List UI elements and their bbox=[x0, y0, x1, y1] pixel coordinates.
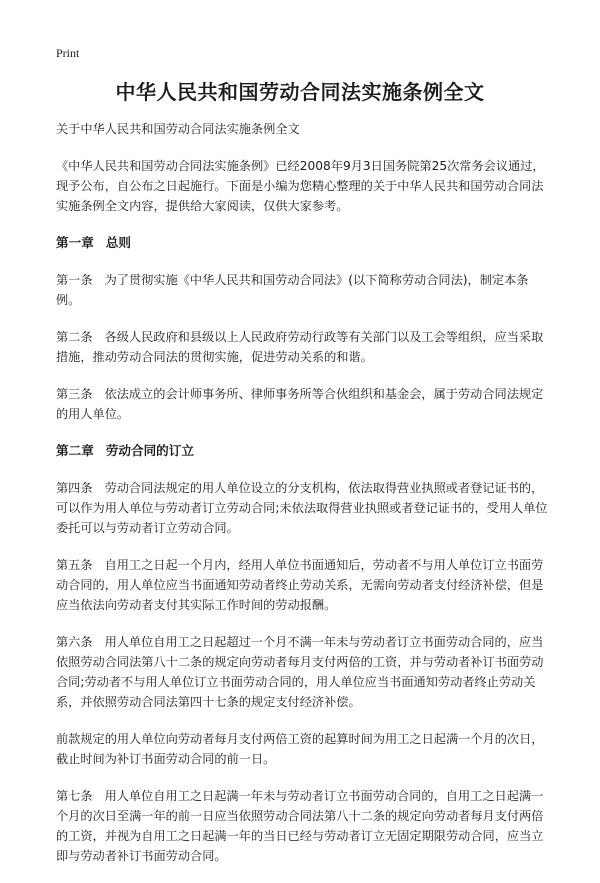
article-text: 用人单位自用工之日起满一年未与劳动者订立书面劳动合同的，自用工之日起满一个月的次日至满一年的前一日应当依照劳动合同法第八十二条的规定向劳动者每月支付两倍的工资，并视为自用工之日起满一年的当日已经与劳动者订立无固定期限劳动合同，应当立即与劳动者补订书面劳动合同。 bbox=[56, 789, 544, 863]
article-number: 第二条 bbox=[56, 330, 93, 344]
intro-paragraph: 《中华人民共和国劳动合同法实施条例》已经2008年9月3日国务院第25次常务会议通过，现予公布，自公布之日起施行。下面是小编为您精心整理的关于中华人民共和国劳动合同法实施条例全文内容，提供给大家阅读，仅供大家参考。 bbox=[56, 159, 545, 213]
article-text: 劳动合同法规定的用人单位设立的分支机构，依法取得营业执照或者登记证书的，可以作为用人单位与劳动者订立劳动合同;未依法取得营业执照或者登记证书的，受用人单位委托可以与劳动者订立劳动合同。 bbox=[56, 481, 548, 535]
article-paragraph bbox=[56, 327, 552, 367]
article-paragraph bbox=[56, 384, 552, 424]
article-text: 自用工之日起一个月内，经用人单位书面通知后，劳动者不与用人单位订立书面劳动合同的，用人单位应当书面通知劳动者终止劳动关系，无需向劳动者支付经济补偿，但是应当依法向劳动者支付其实际工作时间的劳动报酬。 bbox=[56, 558, 544, 612]
chapter-heading bbox=[56, 233, 552, 253]
article-text: 为了贯彻实施《中华人民共和国劳动合同法》(以下简称劳动合同法)，制定本条例。 bbox=[56, 273, 529, 307]
article-number: 第五条 bbox=[56, 558, 93, 572]
article-number: 第六条 bbox=[56, 635, 93, 649]
article-number: 第一条 bbox=[56, 273, 93, 287]
article-number: 第四条 bbox=[56, 481, 93, 495]
document-body bbox=[56, 119, 552, 883]
article-text: 前款规定的用人单位向劳动者每月支付两倍工资的起算时间为用工之日起满一个月的次日，截止时间为补订书面劳动合同的前一日。 bbox=[56, 732, 544, 766]
continuation-paragraph bbox=[56, 729, 552, 769]
page-title: 中华人民共和国劳动合同法实施条例全文 bbox=[115, 80, 485, 104]
article-paragraph bbox=[56, 270, 552, 310]
article-text: 各级人民政府和县级以上人民政府劳动行政等有关部门以及工会等组织，应当采取措施，推动劳动合同法的贯彻实施，促进劳动关系的和谐。 bbox=[56, 330, 544, 364]
print-link[interactable]: Print bbox=[56, 46, 80, 60]
article-paragraph bbox=[56, 632, 552, 712]
article-paragraph bbox=[56, 786, 552, 866]
chapter-name: 总则 bbox=[105, 235, 131, 250]
article-number: 第七条 bbox=[56, 789, 93, 803]
article-text: 依法成立的会计师事务所、律师事务所等合伙组织和基金会，属于劳动合同法规定的用人单位。 bbox=[56, 387, 544, 421]
chapter-number: 第二章 bbox=[56, 443, 94, 458]
subtitle: 关于中华人民共和国劳动合同法实施条例全文 bbox=[56, 122, 300, 136]
chapter-heading bbox=[56, 441, 552, 461]
article-paragraph bbox=[56, 478, 552, 538]
article-paragraph bbox=[56, 555, 552, 615]
article-text: 用人单位自用工之日起超过一个月不满一年未与劳动者订立书面劳动合同的，应当依照劳动合同法第八十二条的规定向劳动者每月支付两倍的工资，并与劳动者补订书面劳动合同;劳动者不与用人单位订立书面劳动合同的，用人单位应当书面通知劳动者终止劳动关系，并依照劳动合同法第四十七条的规定支付经济补偿。 bbox=[56, 635, 544, 709]
article-number: 第三条 bbox=[56, 387, 93, 401]
chapter-name: 劳动合同的订立 bbox=[105, 443, 194, 458]
chapter-number: 第一章 bbox=[56, 235, 94, 250]
